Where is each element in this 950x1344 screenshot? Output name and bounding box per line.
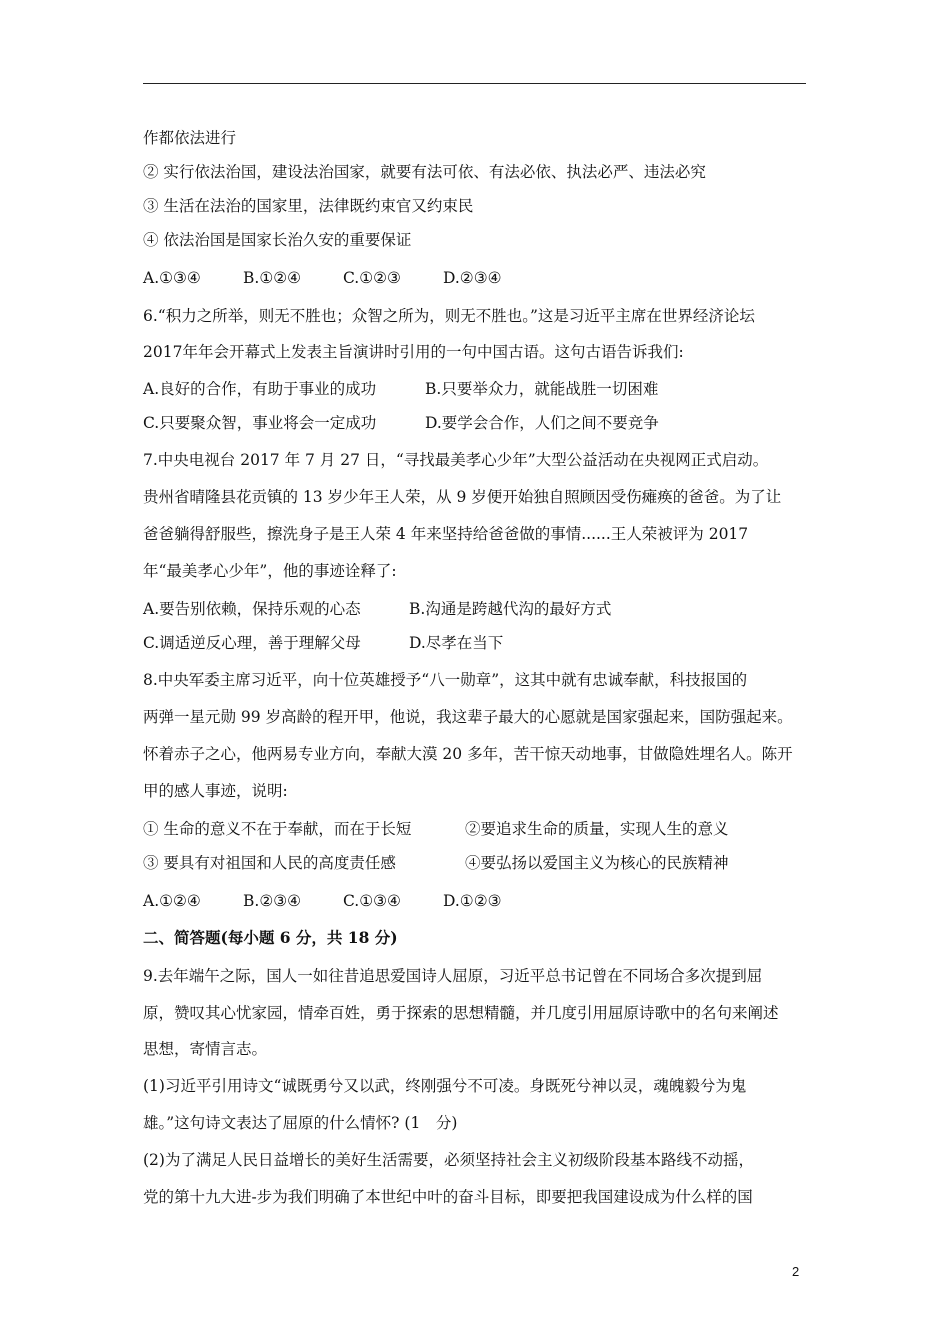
text-line: 党的第十九大进-步为我们明确了本世纪中叶的奋斗目标，即要把我国建设成为什么样的国 [143, 1188, 753, 1206]
text-line: ④ 依法治国是国家长治久安的重要保证 [143, 231, 412, 249]
question-9: 9.去年端午之际，国人一如往昔追思爱国诗人屈原，习近平总书记曾在不同场合多次提到屈 [143, 967, 763, 985]
question-6: 6.“积力之所举，则无不胜也；众智之所为，则无不胜也。”这是习近平主席在世界经济论坛 [143, 307, 755, 325]
question-7: 7.中央电视台 2017 年 7 月 27 日，“寻找最美孝心少年”大型公益活动在央视网正式启动。 [143, 451, 769, 469]
option: D.①②③ [443, 892, 502, 910]
text-line: ② 实行依法治国，建设法治国家，就要有法可依、有法必依、执法必严、违法必究 [143, 163, 706, 181]
text-line: 2017年年会开幕式上发表主旨演讲时引用的一句中国古语。这句古语告诉我们: [143, 343, 684, 361]
q5-options [143, 268, 502, 288]
option: C.只要聚众智，事业将会一定成功 [143, 414, 377, 432]
page-number: 2 [792, 1264, 800, 1279]
q7-options [143, 599, 611, 619]
option: A.①②④ [143, 892, 201, 910]
sub-question-2: (2)为了满足人民日益增长的美好生活需要，必须坚持社会主义初级阶段基本路线不动摇， [143, 1151, 754, 1169]
option: A.要告别依赖，保持乐观的心态 [143, 600, 361, 618]
text-line: 爸爸躺得舒服些，擦洗身子是王人荣 4 年来坚持给爸爸做的事情......王人荣被评为 2017 [143, 525, 749, 543]
option: B.②③④ [243, 892, 302, 910]
q8-statements [143, 819, 729, 839]
section-heading: 二、简答题(每小题 6 分，共 18 分) [143, 928, 398, 947]
text-line: 两弹一星元勋 99 岁高龄的程开甲，他说，我这辈子最大的心愿就是国家强起来，国防强起来。 [143, 708, 793, 726]
statement: ① 生命的意义不在于奉献，而在于长短 [143, 820, 412, 838]
option: B.①②④ [243, 269, 302, 287]
text-line: 思想，寄情言志。 [143, 1040, 268, 1058]
option: A.①③④ [143, 269, 201, 287]
text-line: ③ 生活在法治的国家里，法律既约束官又约束民 [143, 197, 474, 215]
option: D.②③④ [443, 269, 502, 287]
question-8: 8.中央军委主席习近平，向十位英雄授予“八一勋章”，这其中就有忠诚奉献，科技报国的 [143, 671, 748, 689]
header-rule [143, 83, 806, 84]
text-line: 贵州省晴隆县花贡镇的 13 岁少年王人荣，从 9 岁便开始独自照顾因受伤瘫痪的爸爸。为了让 [143, 488, 782, 506]
option: C.①②③ [343, 269, 401, 287]
q6-options [143, 413, 659, 433]
q6-options [143, 379, 658, 399]
option: C.①③④ [343, 892, 401, 910]
text-line: 雄。”这句诗文表达了屈原的什么情怀? (1 分) [143, 1114, 458, 1132]
option: A.良好的合作，有助于事业的成功 [143, 380, 377, 398]
option: B.只要举众力，就能战胜一切困难 [425, 380, 659, 398]
statement: ②要追求生命的质量，实现人生的意义 [465, 820, 729, 838]
q8-statements [143, 853, 729, 873]
option: C.调适逆反心理，善于理解父母 [143, 634, 361, 652]
option: D.要学会合作，人们之间不要竞争 [425, 414, 659, 432]
sub-question-1: (1)习近平引用诗文“诚既勇兮又以武，终刚强兮不可凌。身既死兮神以灵，魂魄毅兮为鬼 [143, 1077, 747, 1095]
option: D.尽孝在当下 [409, 634, 504, 652]
text-line: 作都依法进行 [143, 129, 237, 147]
q7-options [143, 633, 503, 653]
text-line: 年“最美孝心少年”，他的事迹诠释了: [143, 562, 397, 580]
q8-options [143, 891, 502, 911]
text-line: 怀着赤子之心，他两易专业方向，奉献大漠 20 多年，苦干惊天动地事，甘做隐姓埋名人。陈开 [143, 745, 793, 763]
text-line: 原，赞叹其心忧家园，情牵百姓，勇于探索的思想精髓，并几度引用屈原诗歌中的名句来阐述 [143, 1004, 779, 1022]
text-line: 甲的感人事迹，说明: [143, 782, 288, 800]
option: B.沟通是跨越代沟的最好方式 [409, 600, 612, 618]
statement: ④要弘扬以爱国主义为核心的民族精神 [465, 854, 729, 872]
statement: ③ 要具有对祖国和人民的高度责任感 [143, 854, 396, 872]
